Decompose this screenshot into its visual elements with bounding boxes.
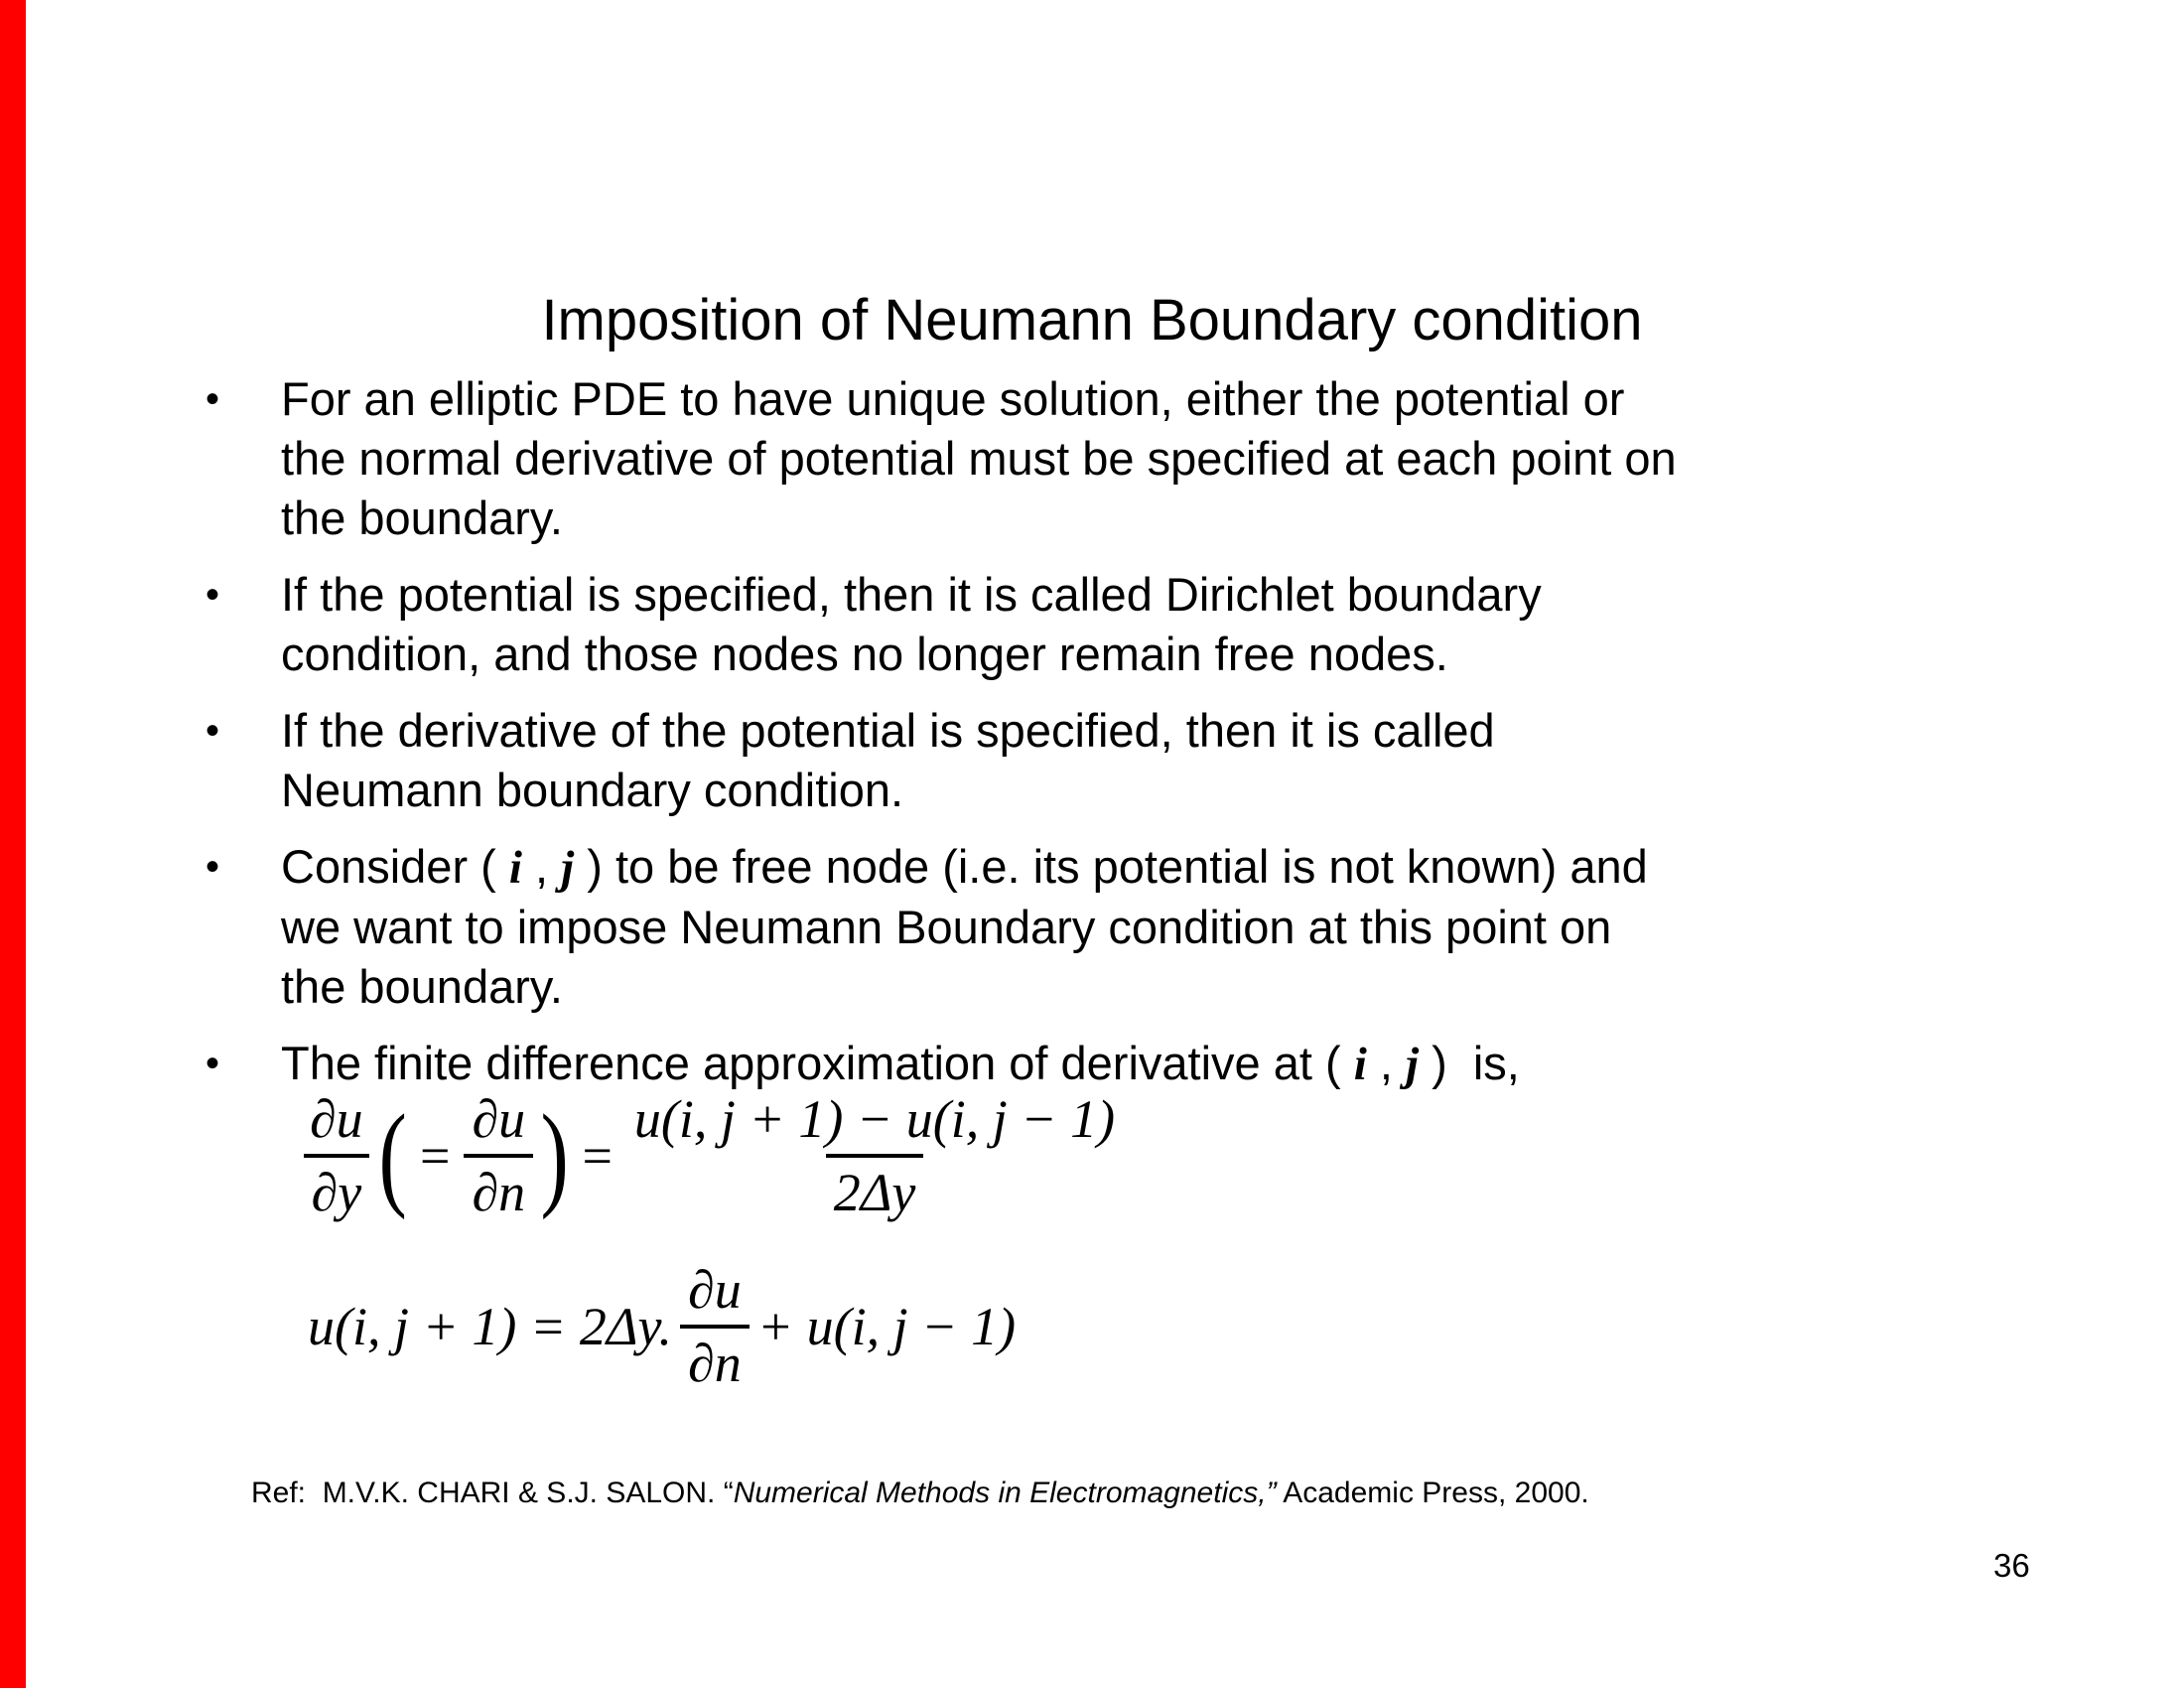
bullet-list [205,369,2052,1111]
math-var-j: j [1405,1039,1420,1090]
fraction-du-dn [464,1089,533,1222]
numerator: ∂u [688,1260,742,1320]
math-var-j: j [561,842,575,894]
denominator: ∂n [680,1325,750,1390]
bullet-line: the boundary. [281,960,563,1013]
page-title: Imposition of Neumann Boundary condition [541,288,1643,352]
bullet-text [281,701,2052,820]
bullet-line-rich [281,1034,2052,1094]
page-number: 36 [1993,1547,2030,1584]
bullet-line: If the potential is specified, then it is called Dirichlet boundary [281,568,1542,621]
bullet-line: If the derivative of the potential is specified, then it is called [281,704,1495,757]
reference-suffix: Academic Press, 2000. [1276,1477,1589,1509]
bullet-line-pre: Consider ( [281,840,509,893]
fraction-du-dn [680,1260,750,1393]
bullet-text [281,565,2052,684]
fraction-central-difference [626,1089,1123,1222]
math-var-i: i [508,842,522,894]
equals-sign: = [582,1126,613,1186]
denominator: ∂n [464,1154,533,1219]
bullet-line: For an elliptic PDE to have unique solution, either the potential or [281,372,1625,425]
numerator: ∂u [472,1089,526,1149]
bullet-item-1 [205,369,2052,548]
equals-sign: = [419,1126,451,1186]
bullet-icon: • [205,573,220,617]
bullet-item-4 [205,837,2052,1017]
reference-book-title: Numerical Methods in Electromagnetics,” [733,1477,1277,1509]
formula-lhs: u(i, j + 1) = 2Δy. [308,1297,673,1356]
left-accent-bar [0,0,26,1688]
bullet-icon: • [205,377,220,421]
bullet-line: the boundary. [281,492,563,544]
bullet-line: condition, and those nodes no longer remain free nodes. [281,628,1448,680]
numerator: u(i, j + 1) − u(i, j − 1) [633,1089,1116,1149]
bullet-line-sep: , [521,840,562,893]
reference-prefix: Ref: M.V.K. CHARI & S.J. SALON. “ [251,1477,734,1509]
bullet-item-5 [205,1034,2052,1094]
bullet-line-post: ) to be free node (i.e. its potential is not known) and [574,840,1648,893]
bullet-icon: • [205,1042,220,1085]
bullet-line: we want to impose Neumann Boundary condition at this point on [281,901,1612,953]
math-var-i: i [1353,1039,1367,1090]
denominator: ∂y [304,1154,370,1219]
bullet-text [281,1034,2052,1094]
bullet-icon: • [205,709,220,753]
open-paren: ( [378,1090,407,1220]
bullet-line-post: ) is, [1419,1037,1520,1089]
bullet-line-rich [281,837,2052,898]
bullet-text [281,369,2052,548]
denominator: 2Δy [826,1154,924,1219]
bullet-item-3 [205,701,2052,820]
bullet-line: the normal derivative of potential must be specified at each point on [281,432,1677,485]
formula-rhs: + u(i, j − 1) [756,1297,1017,1356]
reference-line [251,1476,1589,1511]
formula-2 [304,1260,1020,1393]
numerator: ∂u [310,1089,363,1149]
bullet-line-sep: , [1366,1037,1406,1089]
bullet-icon: • [205,845,220,889]
bullet-line: Neumann boundary condition. [281,764,904,816]
bullet-line-pre: The finite difference approximation of derivative at ( [281,1037,1354,1089]
bullet-text [281,837,2052,1017]
fraction-du-dy [302,1089,371,1222]
formula-1 [298,1089,1127,1222]
close-paren: ) [540,1090,569,1220]
bullet-item-2 [205,565,2052,684]
